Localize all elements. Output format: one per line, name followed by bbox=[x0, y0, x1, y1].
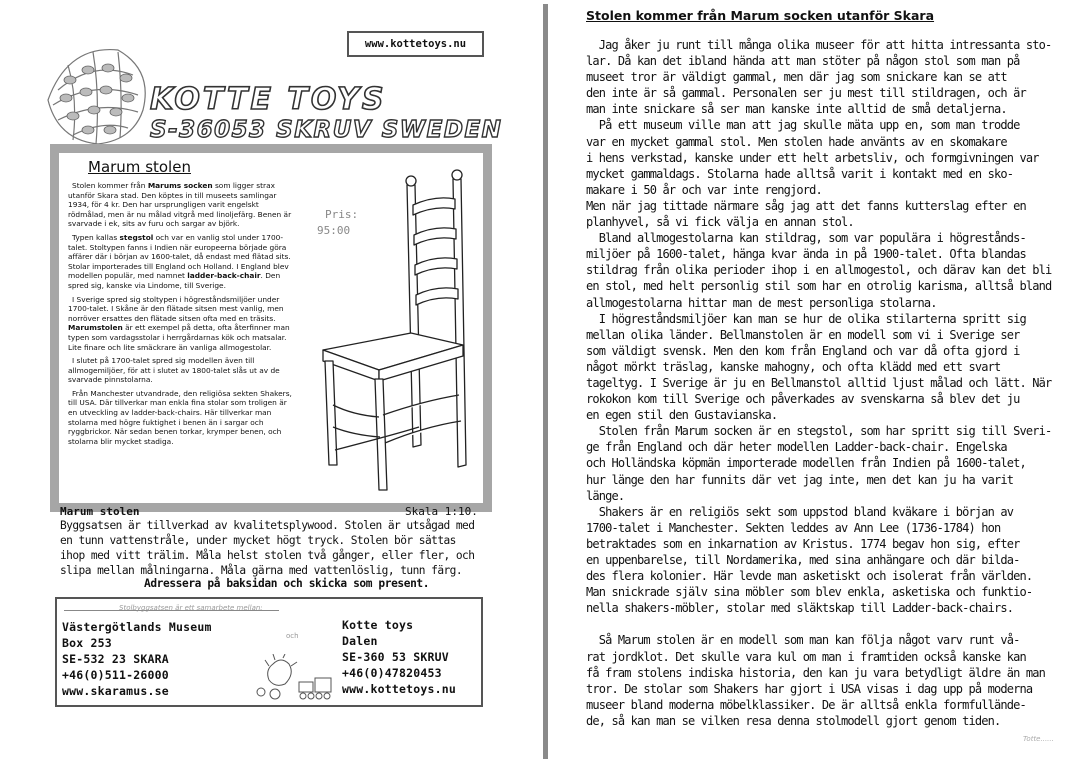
article-line: mellan olika länder. Bellmanstolen är en modell som vi i Sverige ser bbox=[586, 327, 1020, 342]
article-line: en egen stil den Gustavianska. bbox=[586, 408, 778, 423]
chair-illustration bbox=[303, 165, 483, 500]
article-line: nella shakers-möbler, stolar med släktskap till Ladder-back-chairs. bbox=[586, 601, 1014, 616]
info-emphasis: stegstol bbox=[119, 232, 154, 242]
info-emphasis: Marums socken bbox=[147, 181, 213, 190]
article-line: rat jordklot. Det skulle vara kul om man i framtiden också kanske kan bbox=[586, 649, 1026, 664]
page-divider bbox=[543, 4, 548, 759]
info-emphasis: Marumstolen bbox=[68, 323, 123, 333]
price-label: Pris: bbox=[325, 208, 359, 221]
price-value: 95:00 bbox=[317, 224, 351, 237]
article-line: ge från England och där heter modellen Ladder-back-chair. Engelska bbox=[586, 440, 1007, 455]
museum-address bbox=[62, 619, 212, 699]
kit-heading: Marum stolen bbox=[60, 505, 140, 518]
article-line: mycket gammaldags. Stolarna hade alltså varit i kontakt med en sko- bbox=[586, 166, 1014, 181]
article-line: något mörkt träslag, kanske mahogny, och ofta klädd med ett svart bbox=[586, 359, 1001, 374]
pine-cone-logo bbox=[38, 40, 156, 148]
article-line: betraktades som en inkarnation av Kristus. 1774 begav hon sig, efter bbox=[586, 536, 1020, 551]
museum-phone: +46(0)511-26000 bbox=[62, 668, 169, 682]
kotte-postal: SE-360 53 SKRUV bbox=[342, 650, 449, 664]
info-paragraph: Stolen kommer från Marums socken som ligger strax utanför Skara stad. Den köptes in till museets samlingar 1934, för 4 kr. Den har ursprungligen varit engelskt rödmålad, men är nu målad vitgrå med linoljefärg. Benen är svarvade i ek, sits av furu och sargar av björk. bbox=[68, 181, 292, 229]
kit-scale: Skala 1:10. bbox=[405, 505, 478, 518]
museum-box: Box 253 bbox=[62, 636, 112, 650]
website-url: www.kottetoys.nu bbox=[364, 38, 467, 50]
article-line: Jag åker ju runt till många olika museer för att hitta intressanta sto- bbox=[586, 38, 1052, 52]
article-line: man inte snickare så ser man kanske inte alltid de små detaljerna. bbox=[586, 102, 1007, 117]
article-line: På ett museum ville man att jag skulle mäta upp en, som man trodde bbox=[586, 118, 1020, 133]
article-line: planhyvel, så vi fick välja en annan stol. bbox=[586, 215, 854, 230]
partner-caption: Stolbyggsatsen är ett samarbete mellan: bbox=[119, 604, 263, 612]
article-title: Stolen kommer från Marum socken utanför Skara bbox=[586, 8, 935, 23]
kotte-phone: +46(0)47820453 bbox=[342, 666, 442, 680]
article-line: Men när jag tittade närmare såg jag att det fanns kutterslag efter en bbox=[586, 198, 1026, 213]
info-paragraph: I Sverige spred sig stoltypen i högreståndsmiljöer under 1700-talet. I Skåne är den flätade sitsen mest vanlig, men norröver ersattes den flätade sitsen ofta med en träsits. Marumstolen är ett exempel på detta, ofta återfinner man typen som vardagsstolar i herrgårdarnas kök och matsalar. Lite finare och lite smäckrare än vanliga allmogestolar. bbox=[68, 294, 290, 352]
article-line: Så Marum stolen är en modell som man kan följa något varv runt vå- bbox=[586, 633, 1020, 648]
brand-name: KOTTE TOYS bbox=[150, 82, 387, 117]
article-line: tror. De stolar som Shakers har gjort i USA visas i dag upp på moderna bbox=[586, 681, 1033, 696]
article-line: få fram stolens indiska historia, den kan ju vara betydligt äldre än man bbox=[586, 665, 1045, 680]
info-paragraph: I slutet på 1700-talet spred sig modellen även till allmogemiljöer, för att i slutet av 1800-talet slås ut av de svarvade pinnstolarna. bbox=[68, 356, 280, 385]
kotte-street: Dalen bbox=[342, 634, 378, 648]
kit-description: Byggsatsen är tillverkad av kvalitetsplywood. Stolen är utsågad med en tunn vattenstråle, under mycket högt tryck. Stolen bör sättas ihop med vitt trälim. Måla helst stolen två gånger, eller fler, och slipa mellan målningarna. Måla gärna med vattenlöslig, tunn färg. bbox=[60, 519, 475, 577]
info-paragraph: Typen kallas stegstol och var en vanlig stol under 1700-talet. Stoltypen fanns i Indien när europeerna började göra affärer där i början av 1600-talet, då endast med flätad sits. Stolar importerades till England och Holland. I England blev modellen populär, med namnet ladder-back-chair. Den spred sig, kanske via Lindome, till Sverige. bbox=[68, 232, 291, 290]
article-line: I högreståndsmiljöer kan man se hur de olika stilarterna spritt sig bbox=[586, 311, 1026, 326]
article-line: i hens verkstad, kanske under ett helt arbetsliv, och formgivningen var bbox=[586, 150, 1039, 165]
article-line: makare i 50 år och var inte rengjord. bbox=[586, 182, 822, 197]
article-line: som väldigt svensk. Men den kom från England och var då ofta gjord i bbox=[586, 343, 1020, 358]
article-line: och Holländska köpmän importerade modellen från Indien på 1600-talet, bbox=[586, 456, 1026, 471]
article-line: Bland allmogestolarna kan stildrag, som var populära i högrestånds- bbox=[586, 231, 1026, 246]
article-body bbox=[586, 37, 1070, 729]
museum-name: Västergötlands Museum bbox=[62, 620, 212, 634]
partner-and: och bbox=[286, 632, 299, 640]
right-page bbox=[560, 0, 1073, 761]
article-line: de, så kan man se vilken resa denna stolmodell gjort genom tiden. bbox=[586, 713, 1001, 728]
article-line: 1700-talet i Manchester. Sekten leddes av Ann Lee (1736-1784) hon bbox=[586, 520, 1001, 535]
article-line: rokokon kom till Sverige och påverkades av svenskarna så blev det ju bbox=[586, 392, 1020, 407]
article-blank-line bbox=[586, 616, 1070, 632]
website-box bbox=[347, 31, 484, 57]
article-line: Stolen från Marum socken är en stegstol, som har spritt sig till Sveri- bbox=[586, 424, 1052, 439]
article-line: museet tror är väldigt gammal, men där jag som snickare kan se att bbox=[586, 70, 1007, 85]
kit-send-note: Adressera på baksidan och skicka som present. bbox=[144, 577, 430, 590]
article-line: den inte är så gammal. Personalen ser ju mest till stildragen, och är bbox=[586, 86, 1026, 101]
museum-web: www.skaramus.se bbox=[62, 684, 169, 698]
article-line: tageltyg. I Sverige är ju en Bellmanstol alltid ljust målad och lätt. När bbox=[586, 375, 1052, 390]
kotte-web: www.kottetoys.nu bbox=[342, 682, 456, 696]
article-line: lar. Då kan det ibland hända att man stöter på någon stol som man på bbox=[586, 54, 1020, 69]
article-line: miljöer på 1600-talet, hänga kvar ända in på 1900-talet. Ofta blandas bbox=[586, 247, 1026, 262]
article-line: hur länge den har funnits där vet jag inte, men det kan ju ha varit bbox=[586, 472, 1014, 487]
brand-address: S-36053 SKRUV SWEDEN bbox=[150, 117, 503, 143]
wooden-toys-illustration bbox=[255, 654, 337, 702]
info-emphasis: ladder-back-chair bbox=[187, 271, 261, 281]
article-line: en stol, med helt personlig stil som har en otrolig karisma, alltså bland bbox=[586, 279, 1052, 294]
kotte-address bbox=[342, 617, 456, 697]
article-line: Shakers är en religiös sekt som uppstod bland kväkare i början av bbox=[586, 504, 1014, 519]
kotte-name: Kotte toys bbox=[342, 618, 414, 632]
partner-box bbox=[55, 597, 483, 707]
article-line: länge. bbox=[586, 488, 625, 503]
article-line: des flera kolonier. Här levde man asketiskt och isolerat från världen. bbox=[586, 569, 1033, 584]
article-line: museer bland moderna möbelklassiker. De är alltså enkla formfullände- bbox=[586, 697, 1026, 712]
info-paragraph: Från Manchester utvandrade, den religiösa sekten Shakers, till USA. Där tillverkar man enkla fina stolar som troligen är en utveckling av ladder-back-chairs. Här tillverkar man stolarna med högre fuktighet i benen än i sargar och ryggbrickor. När sedan benen torkar, krymper benen, och stolarna blir mycket stadiga. bbox=[68, 388, 292, 446]
signature: Totte...... bbox=[1023, 735, 1054, 743]
museum-postal: SE-532 23 SKARA bbox=[62, 652, 169, 666]
info-title: Marum stolen bbox=[88, 158, 191, 176]
info-box bbox=[50, 144, 492, 512]
info-text bbox=[68, 181, 296, 450]
article-line: var en mycket gammal stol. Men stolen hade använts av en skomakare bbox=[586, 134, 1007, 149]
article-line: stildrag från olika perioder ihop i en allmogestol, och därav kan det bli bbox=[586, 263, 1052, 278]
article-line: allmogestolarna hittar man de mest personliga stolarna. bbox=[586, 295, 937, 310]
article-line: Man snickrade själv sina möbler som blev enkla, asketiska och funktio- bbox=[586, 585, 1033, 600]
article-line: en uppenbarelse, till Nordamerika, med sina anhängare och där bilda- bbox=[586, 553, 1020, 567]
